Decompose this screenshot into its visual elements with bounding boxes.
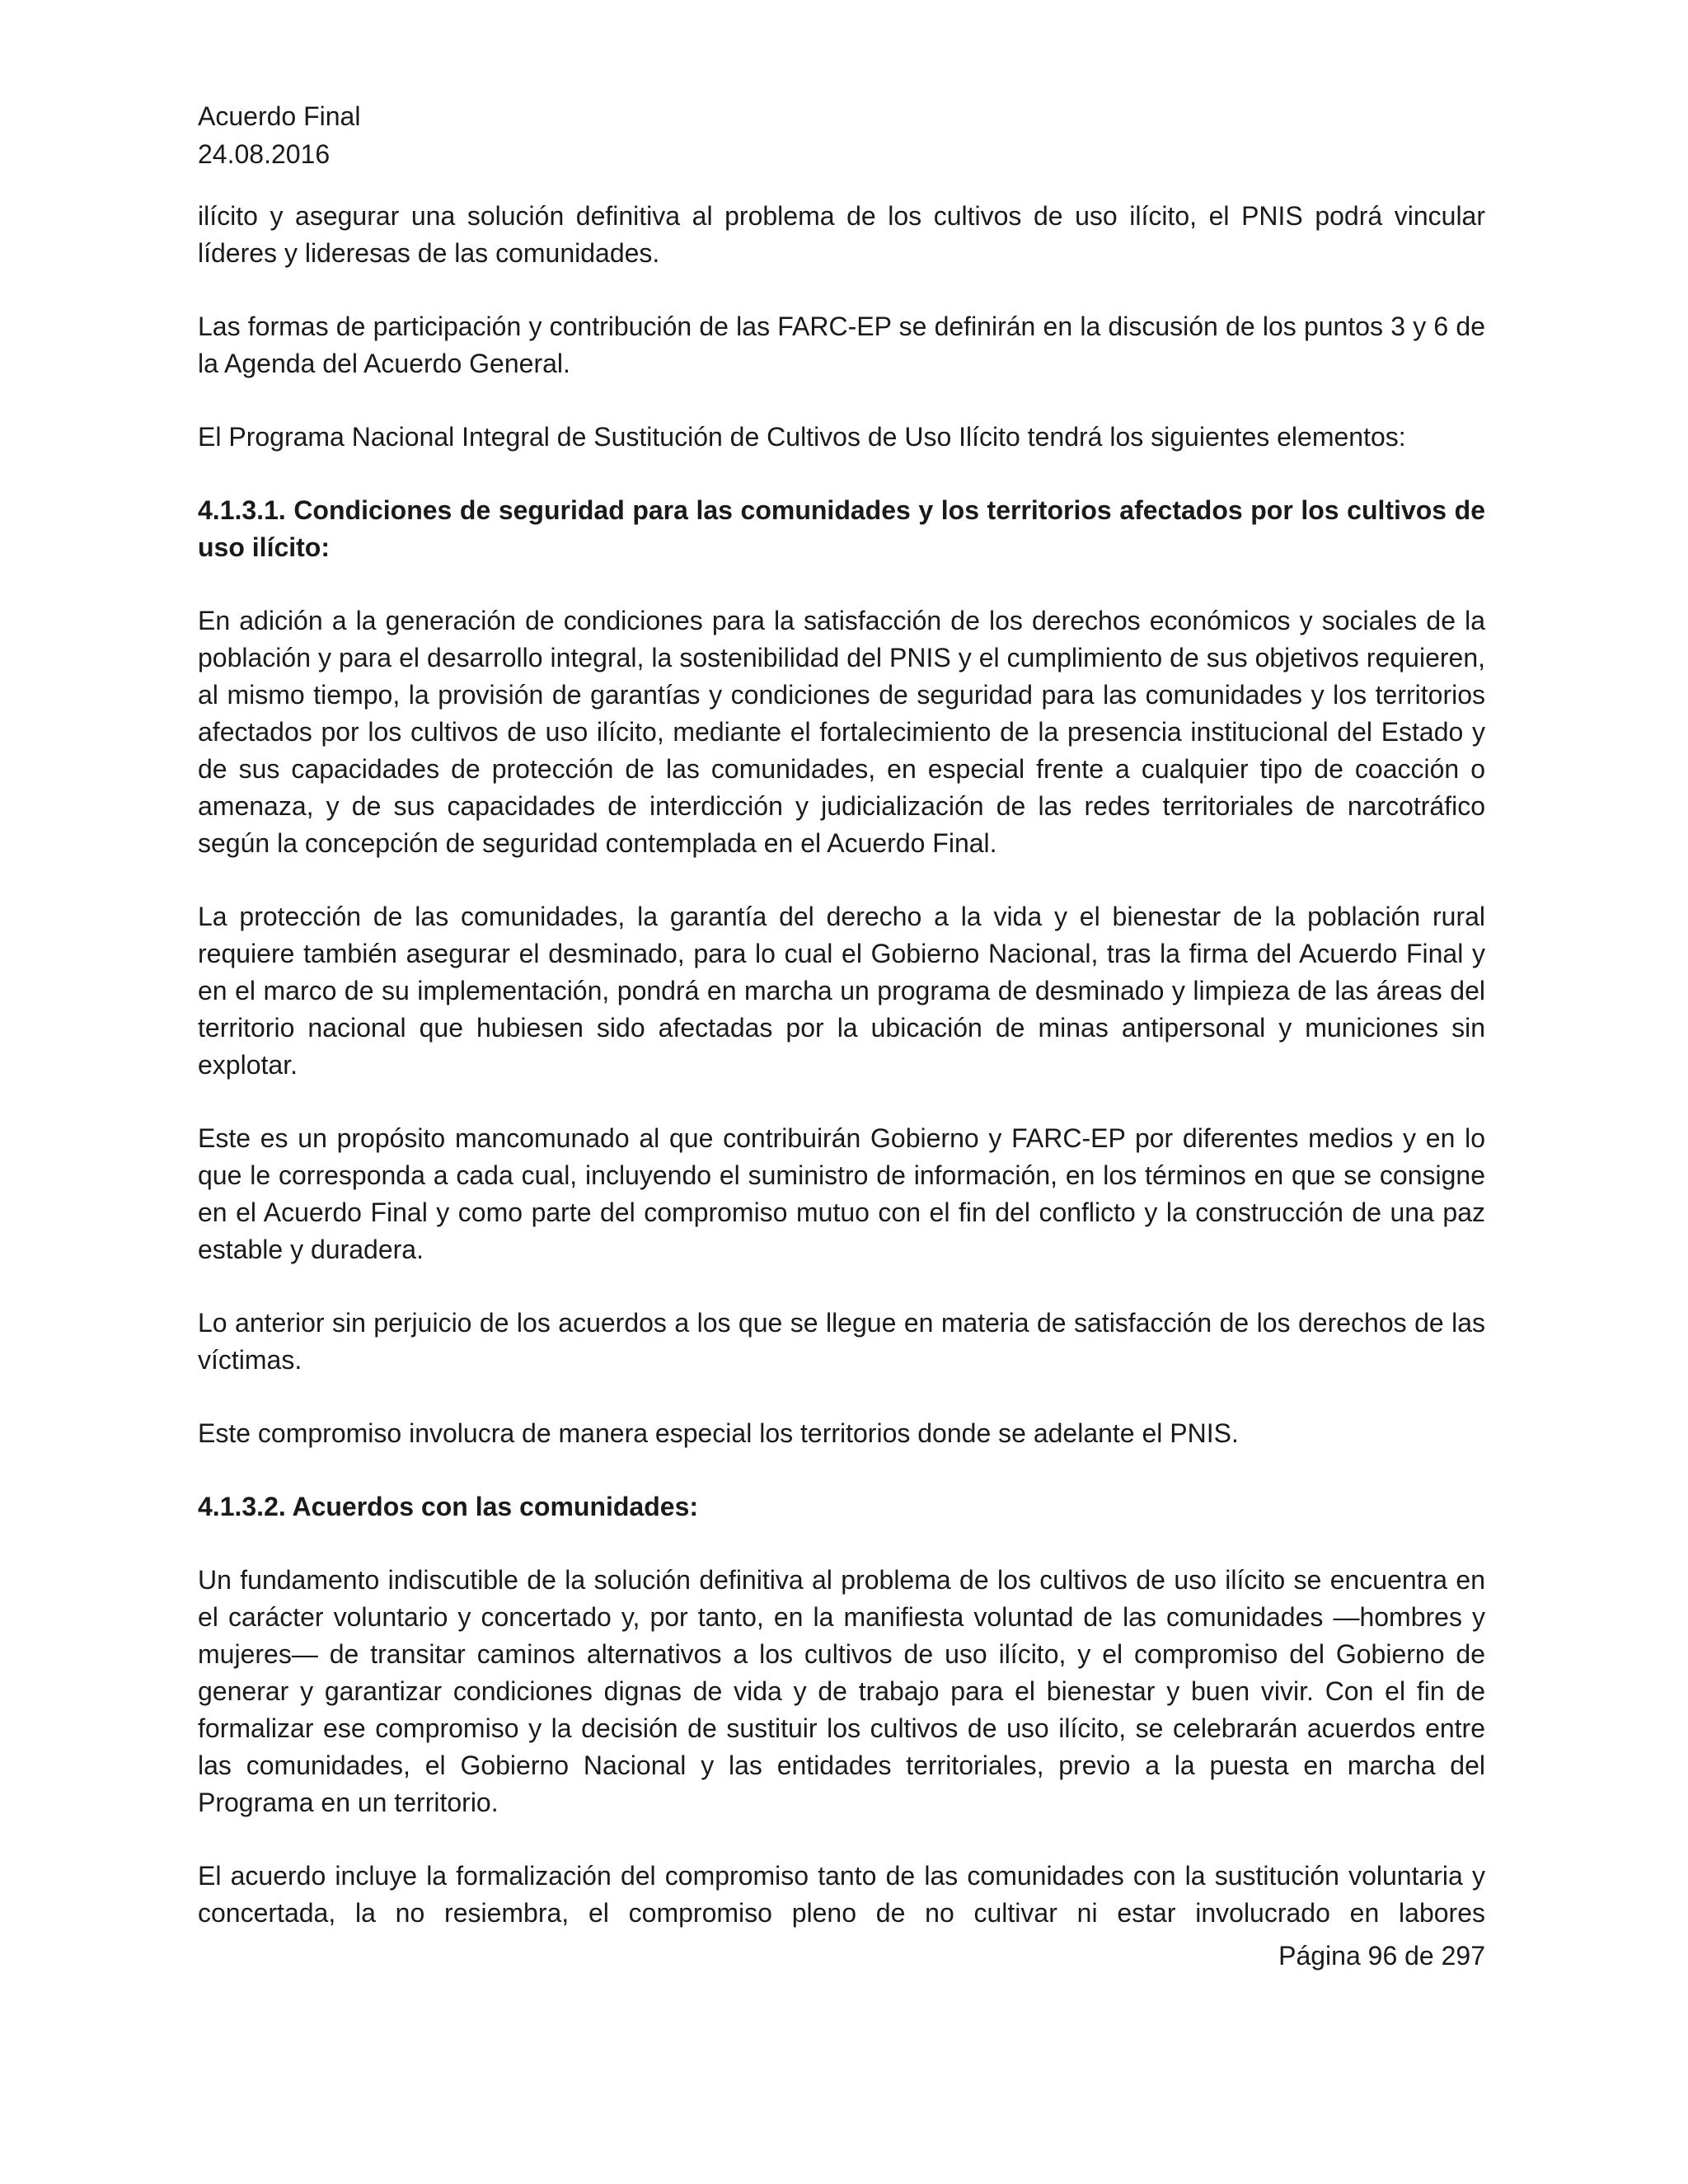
paragraph: La protección de las comunidades, la garantía del derecho a la vida y el bienestar de la población rural requiere también asegurar el desminado, para lo cual el Gobierno Nacional, tras la firma del Acuerdo Final y en el marco de su implementación, pondrá en marcha un programa de desminado y limpieza de las áreas del territorio nacional que hubiesen sido afectadas por la ubicación de minas antipersonal y municiones sin explotar.: [198, 902, 1485, 1080]
document-body: [198, 198, 1485, 1932]
page-header: [198, 97, 360, 173]
paragraph: Las formas de participación y contribución de las FARC-EP se definirán en la discusión de los puntos 3 y 6 de la Agenda del Acuerdo General.: [198, 312, 1485, 378]
section-heading: 4.1.3.2. Acuerdos con las comunidades:: [198, 1492, 699, 1521]
paragraph: Lo anterior sin perjuicio de los acuerdos a los que se llegue en materia de satisfacción de los derechos de las víctimas.: [198, 1308, 1485, 1375]
paragraph: El Programa Nacional Integral de Sustitución de Cultivos de Uso Ilícito tendrá los siguientes elementos:: [198, 422, 1406, 452]
paragraph: Este es un propósito mancomunado al que contribuirán Gobierno y FARC-EP por diferentes medios y en lo que le corresponda a cada cual, incluyendo el suministro de información, en los términos en que se consigne en el Acuerdo Final y como parte del compromiso mutuo con el fin del conflicto y la construcción de una paz estable y duradera.: [198, 1123, 1485, 1264]
paragraph: ilícito y asegurar una solución definitiva al problema de los cultivos de uso ilícito, el PNIS podrá vincular líderes y lideresas de las comunidades.: [198, 201, 1485, 268]
page-number: Página 96 de 297: [1278, 1941, 1485, 1971]
document-title: Acuerdo Final: [198, 101, 361, 131]
paragraph: Este compromiso involucra de manera especial los territorios donde se adelante el PNIS.: [198, 1418, 1239, 1448]
document-date: 24.08.2016: [198, 139, 331, 169]
paragraph: Un fundamento indiscutible de la solución definitiva al problema de los cultivos de uso ilícito se encuentra en el carácter voluntario y concertado y, por tanto, en la manifiesta voluntad de las comunidades —hombres y mujeres— de transitar caminos alternativos a los cultivos de uso ilícito, y el compromiso del Gobierno de generar y garantizar condiciones dignas de vida y de trabajo para el bienestar y buen vivir. Con el fin de formalizar ese compromiso y la decisión de sustituir los cultivos de uso ilícito, se celebrarán acuerdos entre las comunidades, el Gobierno Nacional y las entidades territoriales, previo a la puesta en marcha del Programa en un territorio.: [198, 1565, 1485, 1817]
paragraph: En adición a la generación de condiciones para la satisfacción de los derechos económicos y sociales de la población y para el desarrollo integral, la sostenibilidad del PNIS y el cumplimiento de sus objetivos requieren, al mismo tiempo, la provisión de garantías y condiciones de seguridad para las comunidades y los territorios afectados por los cultivos de uso ilícito, mediante el fortalecimiento de la presencia institucional del Estado y de sus capacidades de protección de las comunidades, en especial frente a cualquier tipo de coacción o amenaza, y de sus capacidades de interdicción y judicialización de las redes territoriales de narcotráfico según la concepción de seguridad contemplada en el Acuerdo Final.: [198, 606, 1485, 858]
paragraph: El acuerdo incluye la formalización del compromiso tanto de las comunidades con la sustitución voluntaria y concertada, la no resiembra, el compromiso pleno de no cultivar ni estar involucrado en labores: [198, 1861, 1485, 1928]
section-heading: 4.1.3.1. Condiciones de seguridad para las comunidades y los territorios afectados por los cultivos de uso ilícito:: [198, 495, 1485, 562]
